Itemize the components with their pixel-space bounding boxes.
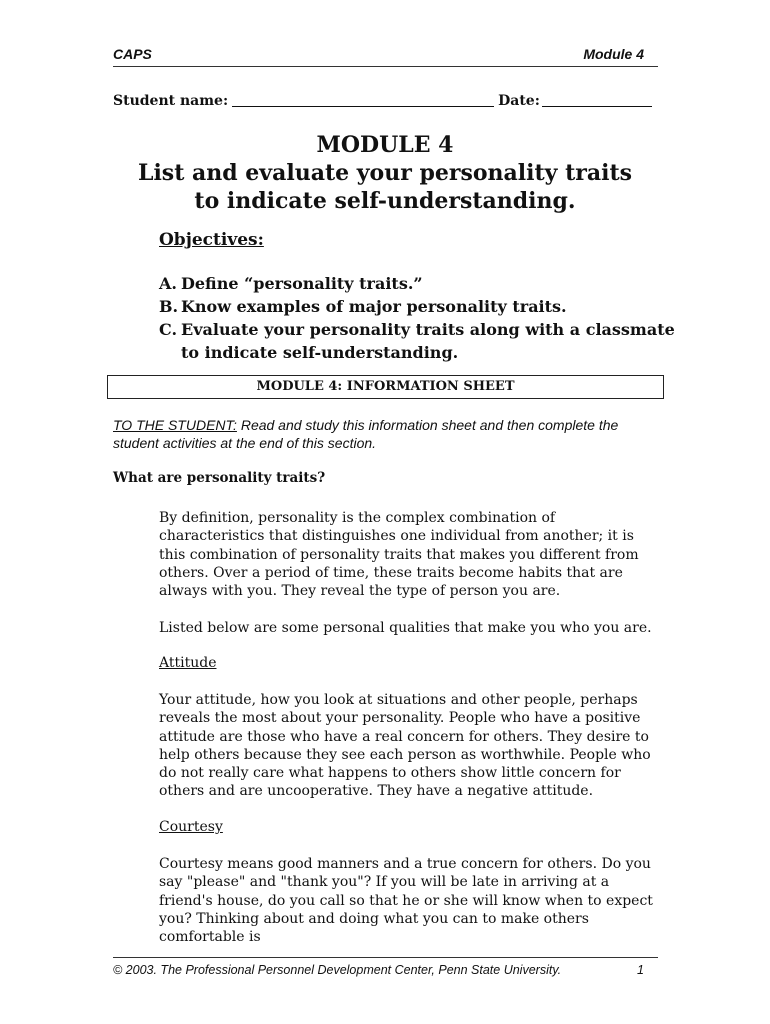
attitude-heading: Attitude bbox=[159, 655, 217, 671]
objective-text: Define “personality traits.” bbox=[181, 274, 423, 293]
objective-item bbox=[159, 272, 679, 295]
page-number: 1 bbox=[637, 963, 644, 977]
student-name-label: Student name: bbox=[113, 93, 229, 109]
date-label: Date: bbox=[498, 93, 540, 109]
module-title-line-2: List and evaluate your personality traits bbox=[137, 160, 632, 186]
objective-letter: A. bbox=[159, 274, 177, 293]
footer-copyright: © 2003. The Professional Personnel Development Center, Penn State University. bbox=[113, 963, 562, 977]
objective-item bbox=[159, 318, 679, 364]
information-sheet-banner: MODULE 4: INFORMATION SHEET bbox=[107, 375, 664, 399]
instructions-text: Read and study this information sheet and then complete the student activities at the end of this section. bbox=[113, 417, 619, 451]
section-question: What are personality traits? bbox=[113, 470, 326, 486]
date-field[interactable] bbox=[542, 92, 652, 107]
objectives-list bbox=[159, 272, 679, 364]
header-left: CAPS bbox=[113, 46, 152, 62]
objective-text: Evaluate your personality traits along with a classmate to indicate self-understanding. bbox=[181, 320, 675, 362]
module-title: MODULE 4 bbox=[316, 132, 454, 158]
objective-item bbox=[159, 295, 679, 318]
courtesy-paragraph: Courtesy means good manners and a true concern for others. Do you say "please" and "thank you"? If you will be late in arriving at a friend's house, do you call so that he or she will know when to expect you? Thinking about and doing what you can to make others comfortable is bbox=[159, 856, 653, 946]
objective-letter: B. bbox=[159, 297, 179, 316]
objective-text: Know examples of major personality traits. bbox=[181, 297, 567, 316]
objective-letter: C. bbox=[159, 320, 178, 339]
module-title-line-3: to indicate self-understanding. bbox=[194, 188, 576, 214]
courtesy-heading: Courtesy bbox=[159, 819, 223, 835]
student-instructions bbox=[113, 416, 658, 452]
definition-paragraph: By definition, personality is the complex combination of characteristics that distinguishes one individual from another; it is this combination of personality traits that makes you different from others. Over a period of time, these traits become habits that are always with you. They reveal the type of person you are. bbox=[159, 510, 639, 600]
instructions-label: TO THE STUDENT: bbox=[113, 417, 237, 433]
attitude-paragraph: Your attitude, how you look at situations and other people, perhaps reveals the most about your personality. People who have a positive attitude are those who have a real concern for others. They desire to help others because they see each person as worthwhile. People who do not really care what happens to others show little concern for others and are uncooperative. They have a negative attitude. bbox=[159, 692, 651, 800]
header-right: Module 4 bbox=[583, 46, 644, 62]
listed-paragraph: Listed below are some personal qualities that make you who you are. bbox=[159, 620, 652, 636]
student-name-field[interactable] bbox=[232, 92, 494, 107]
student-info-row bbox=[113, 92, 656, 109]
objectives-heading: Objectives: bbox=[159, 230, 264, 250]
header-rule bbox=[113, 66, 658, 67]
footer-rule bbox=[113, 957, 658, 958]
